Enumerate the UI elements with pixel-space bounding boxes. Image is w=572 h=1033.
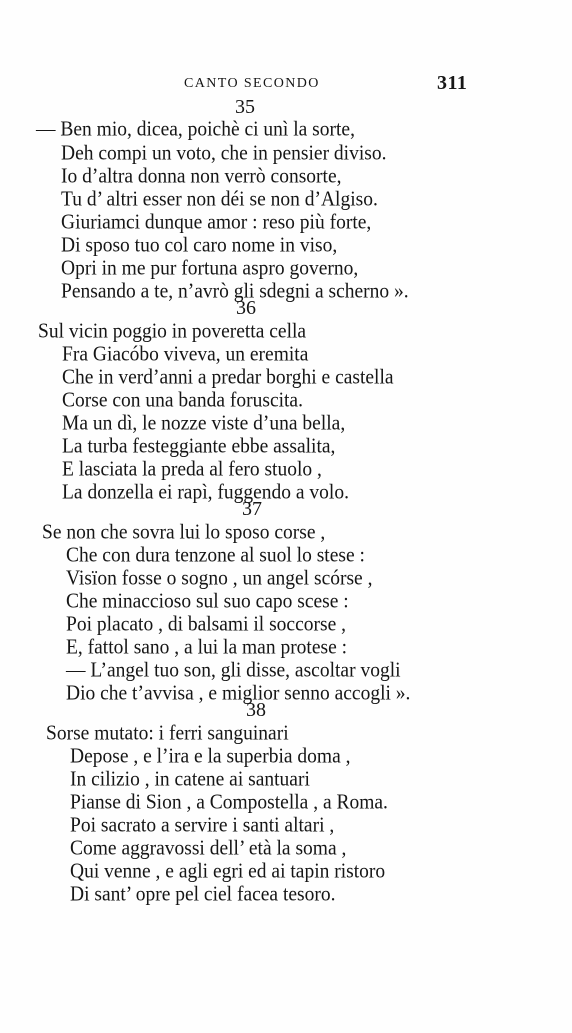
verse-line: Tu d’ altri esser non déi se non d’Algiso.: [61, 188, 378, 212]
verse-line: Qui venne , e agli egri ed ai tapin ristoro: [70, 860, 386, 884]
verse-line: Opri in me pur fortuna aspro governo,: [61, 257, 359, 281]
verse-line: Giuriamci dunque amor : reso più forte,: [61, 211, 372, 235]
verse-line: Depose , e l’ira e la superbia doma ,: [70, 745, 351, 769]
verse-line: Poi placato , di balsami il soccorse ,: [66, 613, 346, 637]
verse-line: — L’angel tuo son, gli disse, ascoltar vogli: [66, 659, 401, 683]
stanza-number: 37: [242, 498, 262, 520]
verse-line: Fra Giacóbo viveva, un eremita: [62, 343, 309, 367]
verse-line: Deh compi un voto, che in pensier diviso.: [61, 142, 387, 166]
verse-line: Di sant’ opre pel ciel facea tesoro.: [70, 883, 336, 907]
verse-line: Se non che sovra lui lo sposo corse ,: [42, 521, 326, 545]
verse-line: Sul vicin poggio in poveretta cella: [38, 320, 307, 344]
verse-line: La donzella ei rapì, fuggendo a volo.: [62, 481, 349, 505]
verse-line: Visïon fosse o sogno , un angel scórse ,: [66, 567, 373, 591]
verse-line: Sorse mutato: i ferri sanguinari: [46, 722, 289, 746]
verse-line: Come aggravossi dell’ età la soma ,: [70, 837, 347, 861]
verse-line: In cilizio , in catene ai santuari: [70, 768, 310, 792]
verse-line: E, fattol sano , a lui la man protese :: [66, 636, 348, 660]
verse-line: Pensando a te, n’avrò gli sdegni a scherno ».: [61, 280, 409, 304]
verse-line: Corse con una banda foruscita.: [62, 389, 303, 413]
verse-line: Che con dura tenzone al suol lo stese :: [66, 544, 365, 568]
stanza-number: 36: [236, 297, 256, 319]
stanza-number: 38: [246, 699, 266, 721]
verse-line: — Ben mio, dicea, poichè ci unì la sorte,: [36, 118, 355, 142]
verse-line: Ma un dì, le nozze viste d’una bella,: [62, 412, 346, 436]
verse-line: Dio che t’avvisa , e miglior senno accogli ».: [66, 682, 411, 706]
verse-line: Pianse di Sion , a Compostella , a Roma.: [70, 791, 388, 815]
page-number: 311: [437, 72, 468, 94]
verse-line: Poi sacrato a servire i santi altari ,: [70, 814, 335, 838]
verse-line: Io d’altra donna non verrò consorte,: [61, 165, 342, 189]
stanza-number: 35: [235, 96, 255, 118]
running-title: CANTO SECONDO: [184, 76, 320, 91]
verse-line: Di sposo tuo col caro nome in viso,: [61, 234, 338, 258]
verse-line: Che in verd’anni a predar borghi e castella: [62, 366, 394, 390]
verse-line: E lasciata la preda al fero stuolo ,: [62, 458, 322, 482]
page-header: [0, 72, 572, 98]
verse-line: Che minaccioso sul suo capo scese :: [66, 590, 349, 614]
verse-line: La turba festeggiante ebbe assalita,: [62, 435, 336, 459]
